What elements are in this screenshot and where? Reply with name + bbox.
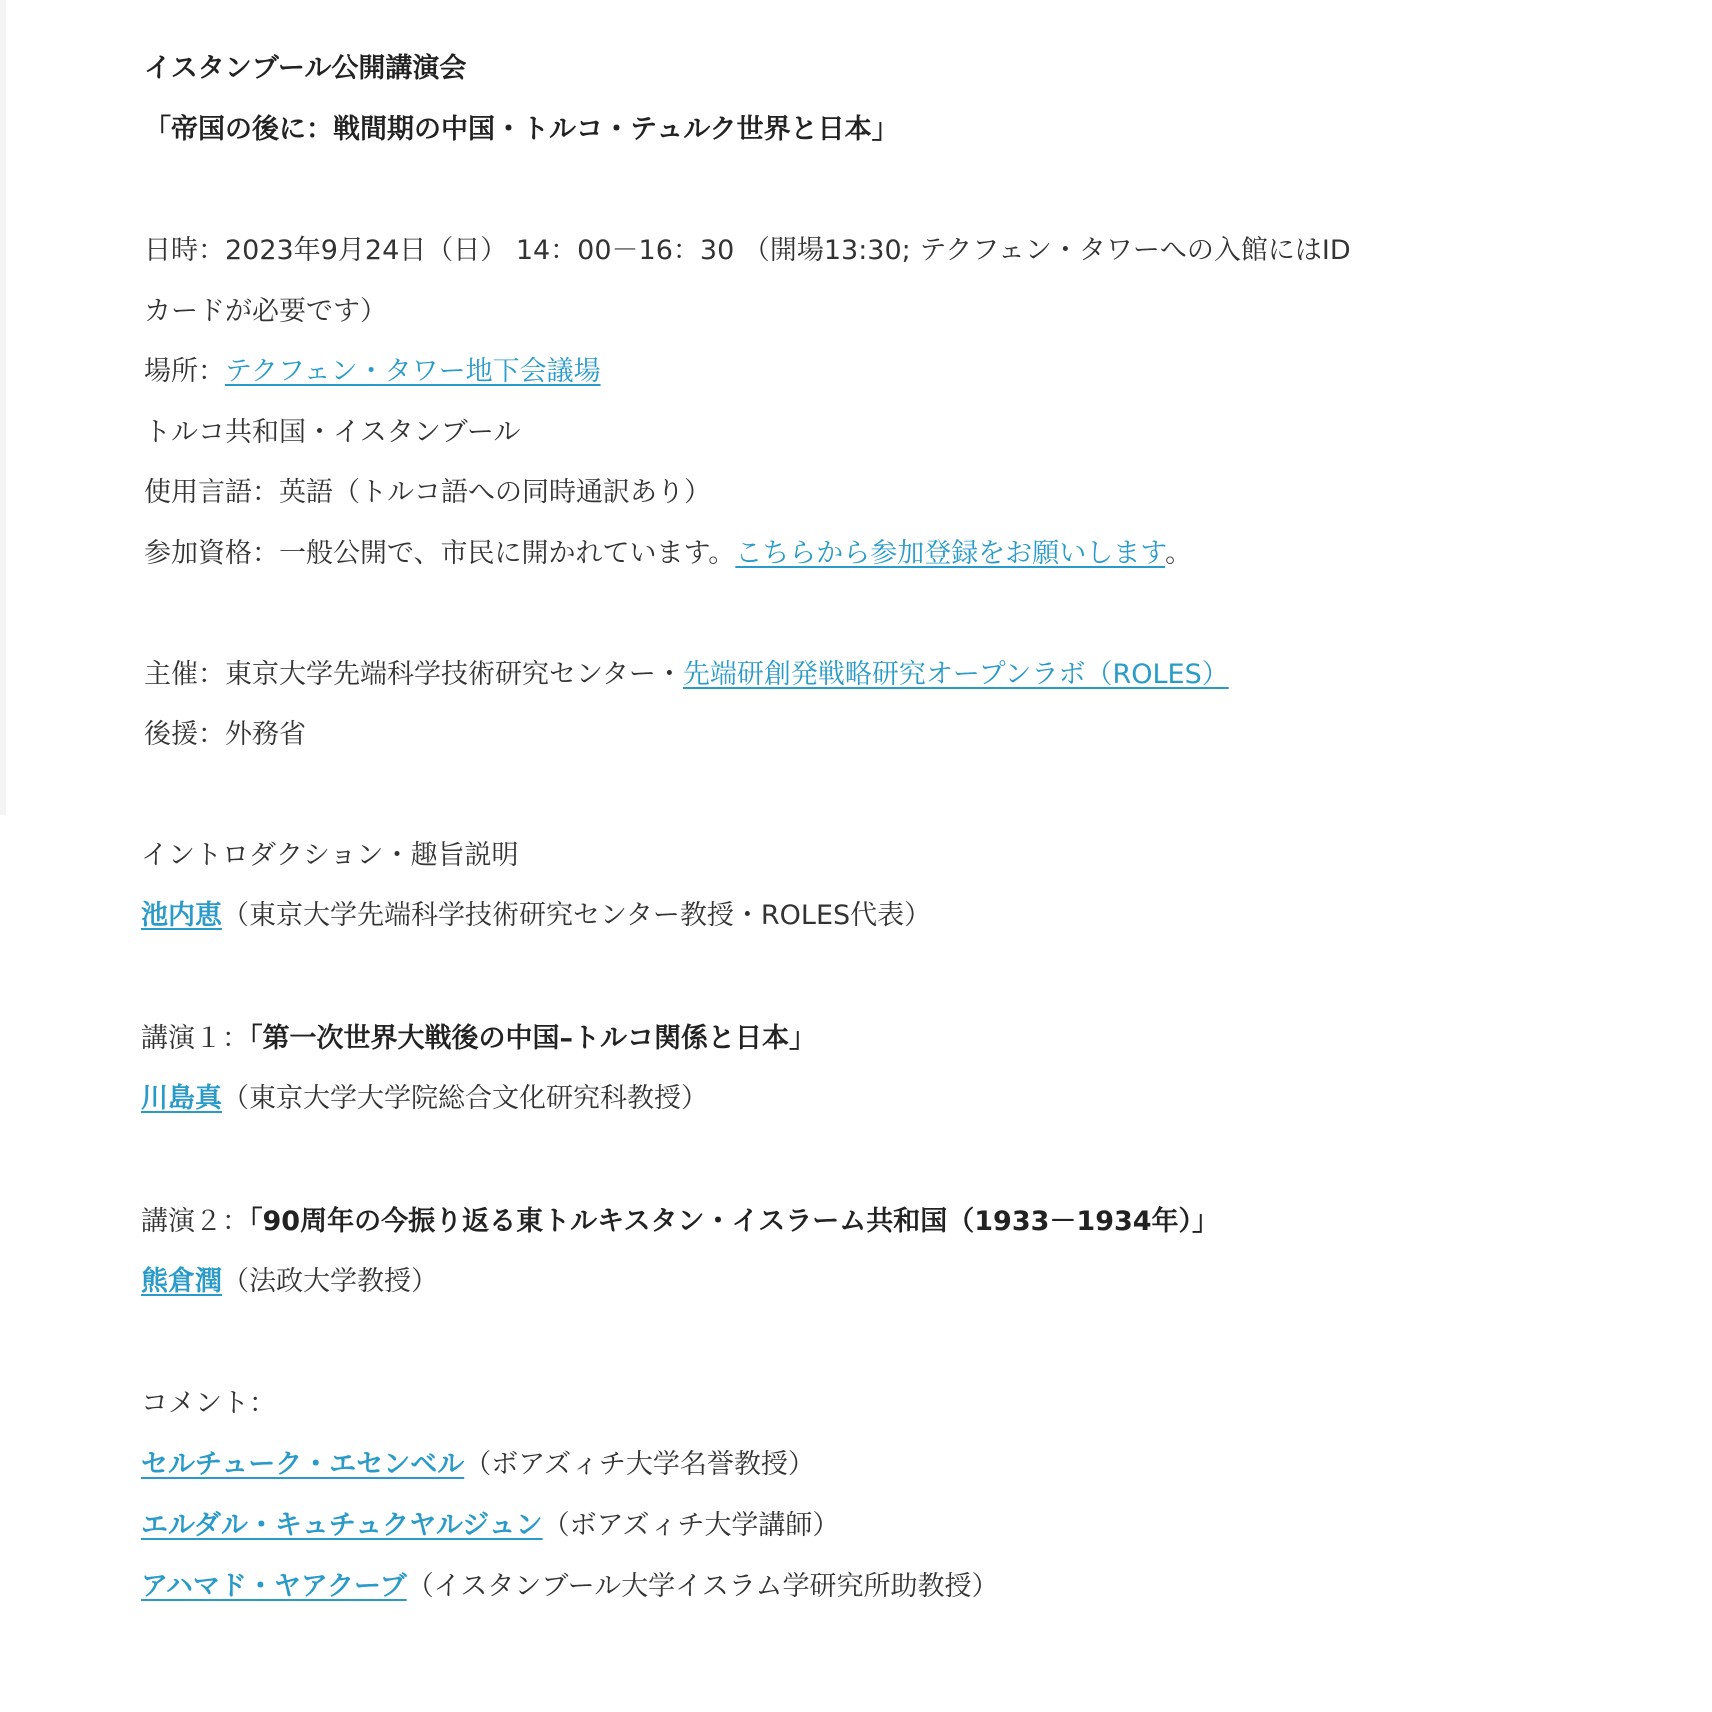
event-subtitle: 「帝国の後に：戦間期の中国・トルコ・テュルク世界と日本」 bbox=[144, 114, 899, 145]
lecture1-label: 講演１： bbox=[141, 1023, 249, 1054]
host-line bbox=[144, 658, 1229, 692]
location-line: トルコ共和国・イスタンブール bbox=[144, 417, 521, 448]
speaker-link-kawashima[interactable]: 川島真 bbox=[141, 1083, 222, 1114]
commentator-affiliation: （イスタンブール大学イスラム学研究所助教授） bbox=[406, 1571, 999, 1602]
speaker-affiliation: （東京大学先端科学技術研究センター教授・ROLES代表） bbox=[222, 900, 932, 931]
venue-line bbox=[144, 355, 601, 389]
lecture2-title: 「90周年の今振り返る東トルキスタン・イスラーム共和国（1933－1934年）」 bbox=[249, 1206, 1220, 1237]
commentator-line bbox=[141, 1570, 999, 1604]
register-link[interactable]: こちらから参加登録をお願いします bbox=[735, 538, 1166, 569]
speaker-affiliation: （法政大学教授） bbox=[222, 1266, 438, 1297]
venue-link[interactable]: テクフェン・タワー地下会議場 bbox=[225, 356, 601, 387]
lecture2-label: 講演２： bbox=[141, 1206, 249, 1237]
speaker-affiliation: （東京大学大学院総合文化研究科教授） bbox=[222, 1083, 708, 1114]
commentator-line bbox=[141, 1509, 839, 1543]
comments-heading: コメント： bbox=[141, 1388, 276, 1419]
commentator-line bbox=[141, 1448, 815, 1482]
eligibility-line bbox=[144, 537, 1192, 571]
commentator-link-esenbel[interactable]: セルチューク・エセンベル bbox=[141, 1449, 465, 1480]
lecture2-speaker-line bbox=[141, 1265, 438, 1299]
host-label: 主催：東京大学先端科学技術研究センター・ bbox=[144, 659, 683, 690]
datetime-line-2: カードが必要です） bbox=[144, 296, 387, 327]
support-line: 後援：外務省 bbox=[144, 719, 306, 750]
lecture1-line bbox=[141, 1022, 816, 1056]
roles-link[interactable]: 先端研創発戦略研究オープンラボ（ROLES） bbox=[682, 659, 1229, 690]
commentator-link-yaakub[interactable]: アハマド・ヤアクーブ bbox=[141, 1571, 407, 1602]
lecture1-title: 「第一次世界大戦後の中国–トルコ関係と日本」 bbox=[249, 1023, 816, 1054]
speaker-link-kumakura[interactable]: 熊倉潤 bbox=[141, 1266, 222, 1297]
commentator-link-kucukyalcin[interactable]: エルダル・キュチュクヤルジュン bbox=[141, 1510, 543, 1541]
speaker-link-ikeuchi[interactable]: 池内恵 bbox=[141, 900, 222, 931]
lecture1-speaker-line bbox=[141, 1082, 708, 1116]
commentator-affiliation: （ボアズィチ大学講師） bbox=[542, 1510, 840, 1541]
intro-speaker-line bbox=[141, 899, 931, 933]
eligibility-text: 参加資格：一般公開で、市民に開かれています。 bbox=[144, 538, 736, 569]
language-line: 使用言語：英語（トルコ語への同時通訳あり） bbox=[144, 477, 711, 508]
intro-heading: イントロダクション・趣旨説明 bbox=[141, 840, 519, 871]
lecture2-line bbox=[141, 1205, 1219, 1239]
datetime-line-1: 日時：2023年9月24日（日） 14：00－16：30 （開場13:30; テクフェン・タワーへの入館にはID bbox=[144, 235, 1351, 266]
commentator-affiliation: （ボアズィチ大学名誉教授） bbox=[464, 1449, 815, 1480]
page-title: イスタンブール公開講演会 bbox=[144, 53, 467, 84]
venue-label: 場所： bbox=[144, 356, 225, 387]
register-suffix: 。 bbox=[1165, 538, 1193, 569]
